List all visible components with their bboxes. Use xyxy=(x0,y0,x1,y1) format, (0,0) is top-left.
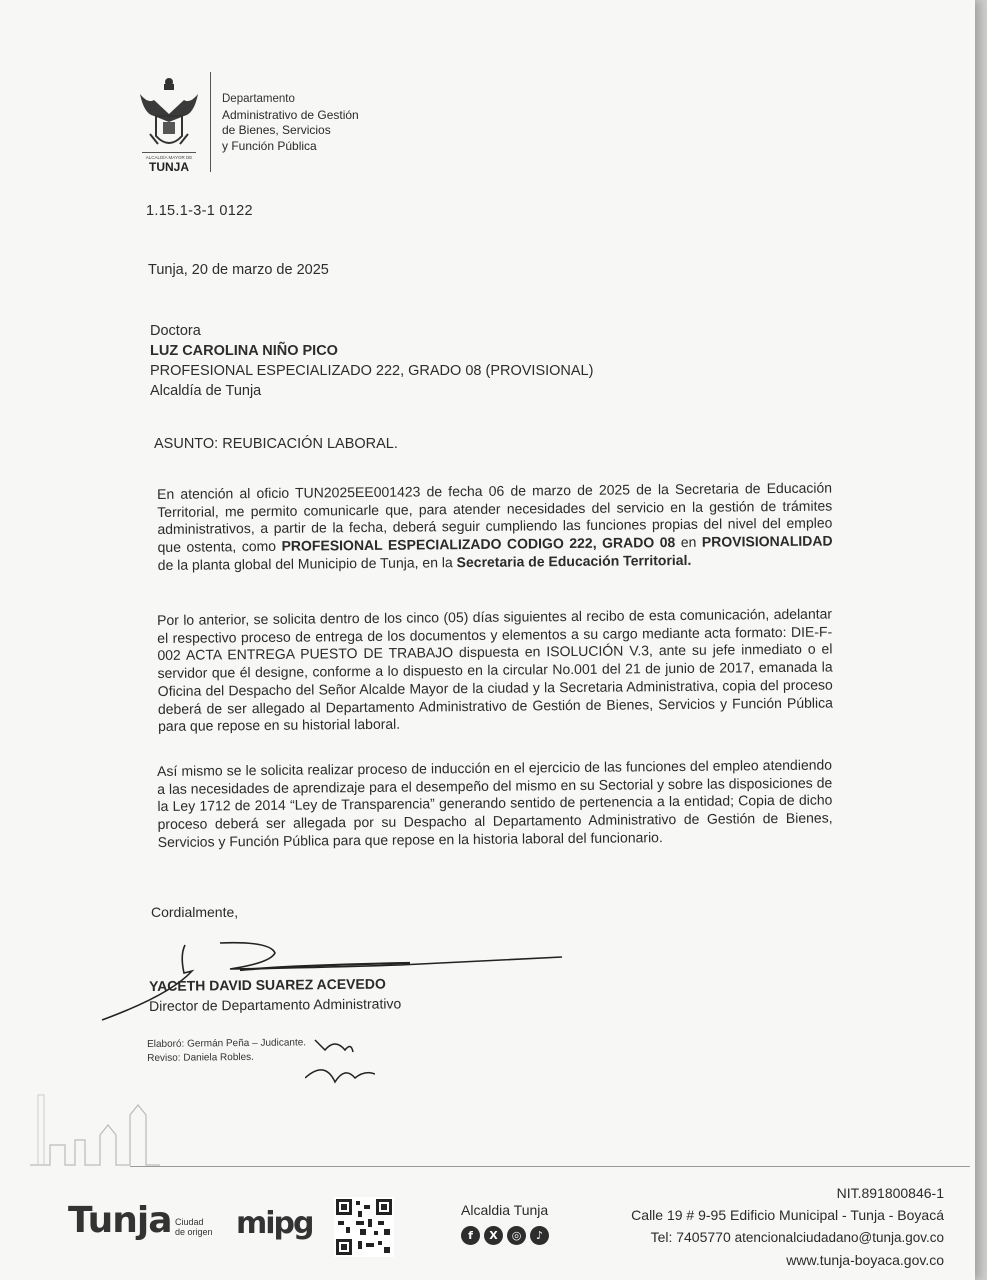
x-icon[interactable]: X xyxy=(484,1226,503,1245)
alcaldia-social-handle: Alcaldia Tunja xyxy=(461,1202,549,1218)
city-skyline-illustration xyxy=(30,1085,160,1175)
prepared-reviewed xyxy=(147,1036,306,1066)
instagram-icon[interactable]: ◎ xyxy=(507,1226,526,1245)
paragraph-3: Así mismo se le solicita realizar proceso de inducción en el ejercicio de las funciones del empleo atendiendo a las necesidades de aprendizaje para el desempeño del mismo en su Sectorial y sobre las disposiciones de la Ley 1712 de 2014 “Ley de Transparencia” generando sentido de pertenencia a la entidad; Copia de dicho proceso deberá ser allegada por su Despacho al Departamento Administrativo de Gestión de Bienes, Servicios y Función Pública para que repose en la historia laboral del funcionario. xyxy=(157,756,833,850)
recipient-org: Alcaldía de Tunja xyxy=(150,383,262,399)
reviewer-initials-mark xyxy=(305,1030,375,1085)
facebook-icon[interactable]: f xyxy=(461,1226,480,1245)
dept-line-3: de Bienes, Servicios xyxy=(222,123,331,137)
tunja-logo: Tunja xyxy=(68,1200,172,1241)
tiktok-icon[interactable]: ♪ xyxy=(530,1226,549,1245)
tunja-logo-tagline xyxy=(175,1217,213,1237)
p1-bold-secretaria: Secretaria de Educación Territorial. xyxy=(456,551,692,570)
qr-code-icon[interactable] xyxy=(334,1197,394,1257)
footer-divider xyxy=(130,1166,970,1167)
tunja-coat-of-arms-icon xyxy=(136,74,202,174)
mipg-logo: mipg xyxy=(236,1206,313,1241)
tagline-line-1: Ciudad xyxy=(175,1217,204,1227)
recipient-position: PROFESIONAL ESPECIALIZADO 222, GRADO 08 (PROVISIONAL) xyxy=(150,363,594,379)
phone: Tel: 7405770 xyxy=(650,1229,731,1245)
social-icons xyxy=(461,1226,549,1245)
nit: NIT.891800846-1 xyxy=(836,1185,944,1201)
tagline-line-2: de origen xyxy=(175,1227,213,1237)
website-link[interactable]: www.tunja-boyaca.gov.co xyxy=(786,1252,944,1268)
crest-city: TUNJA xyxy=(148,160,190,174)
reviewed-by: Reviso: Daniela Robles. xyxy=(147,1051,254,1064)
phone-email-line xyxy=(631,1226,944,1249)
recipient-block xyxy=(150,321,593,401)
p1-text-a: En atención al oficio TUN2025EE001423 de fecha 06 de marzo de 2025 de la Secretaria de Educación Territorial, me permito comunicarle que, para atender necesidades del servicio en la gestión de trámites administrativos, a partir de la fecha, deberá seguir cumpliendo las funciones propias del nivel del empleo que ostenta, como xyxy=(157,479,833,556)
p1-text-d: de la planta global del Municipio de Tunja, en la xyxy=(157,553,457,573)
prepared-by: Elaboró: Germán Peña – Judicante. xyxy=(147,1037,307,1050)
paragraph-1 xyxy=(157,480,833,575)
recipient-name: LUZ CAROLINA NIÑO PICO xyxy=(150,343,338,359)
subject-line: ASUNTO: REUBICACIÓN LABORAL. xyxy=(154,436,398,452)
dept-line-1: Departamento xyxy=(222,93,295,105)
p1-text-c: en xyxy=(675,533,702,551)
email-link[interactable]: atencionalciudadano@tunja.gov.co xyxy=(734,1230,944,1245)
reference-number: 1.15.1-3-1 0122 xyxy=(146,203,253,219)
dept-line-4: y Función Pública xyxy=(222,138,317,153)
crest-caption: ALCALDÍA MAYOR DE xyxy=(145,155,193,160)
contact-block xyxy=(631,1182,944,1271)
p1-bold-position: PROFESIONAL ESPECIALIZADO CODIGO 222, GRADO 08 xyxy=(281,534,676,554)
paragraph-2: Por lo anterior, se solicita dentro de los cinco (05) días siguientes al recibo de esta comunicación, adelantar el respectivo proceso de entrega de los documentos y elementos a su cargo mediante acta formato: DIE-F-002 ACTA ENTREGA PUESTO DE TRABAJO dispuesta en ISOLUCIÓN V.3, ante su jefe inmediato o el servidor que él designe, conforme a lo dispuesto en la circular No.001 del 21 de junio de 2017, emanada la Oficina del Despacho del Señor Alcalde Mayor de la ciudad y la Secretaria Administrativa, copia del proceso deberá de ser allegado al Departamento Administrativo de Gestión de Bienes, Servicios y Función Pública para que repose en su historial laboral. xyxy=(157,605,833,735)
dept-line-2: Administrativo de Gestión xyxy=(222,107,359,122)
p1-bold-status: PROVISIONALIDAD xyxy=(701,532,833,550)
address: Calle 19 # 9-95 Edificio Municipal - Tunja - Boyacá xyxy=(631,1207,944,1223)
closing: Cordialmente, xyxy=(151,904,239,920)
header-divider xyxy=(210,72,211,172)
signer-role: Director de Departamento Administrativo xyxy=(149,995,402,1014)
signer-name: YACETH DAVID SUAREZ ACEVEDO xyxy=(149,975,386,994)
department-name xyxy=(222,92,359,154)
recipient-title: Doctora xyxy=(150,323,201,339)
date-line: Tunja, 20 de marzo de 2025 xyxy=(148,262,329,278)
